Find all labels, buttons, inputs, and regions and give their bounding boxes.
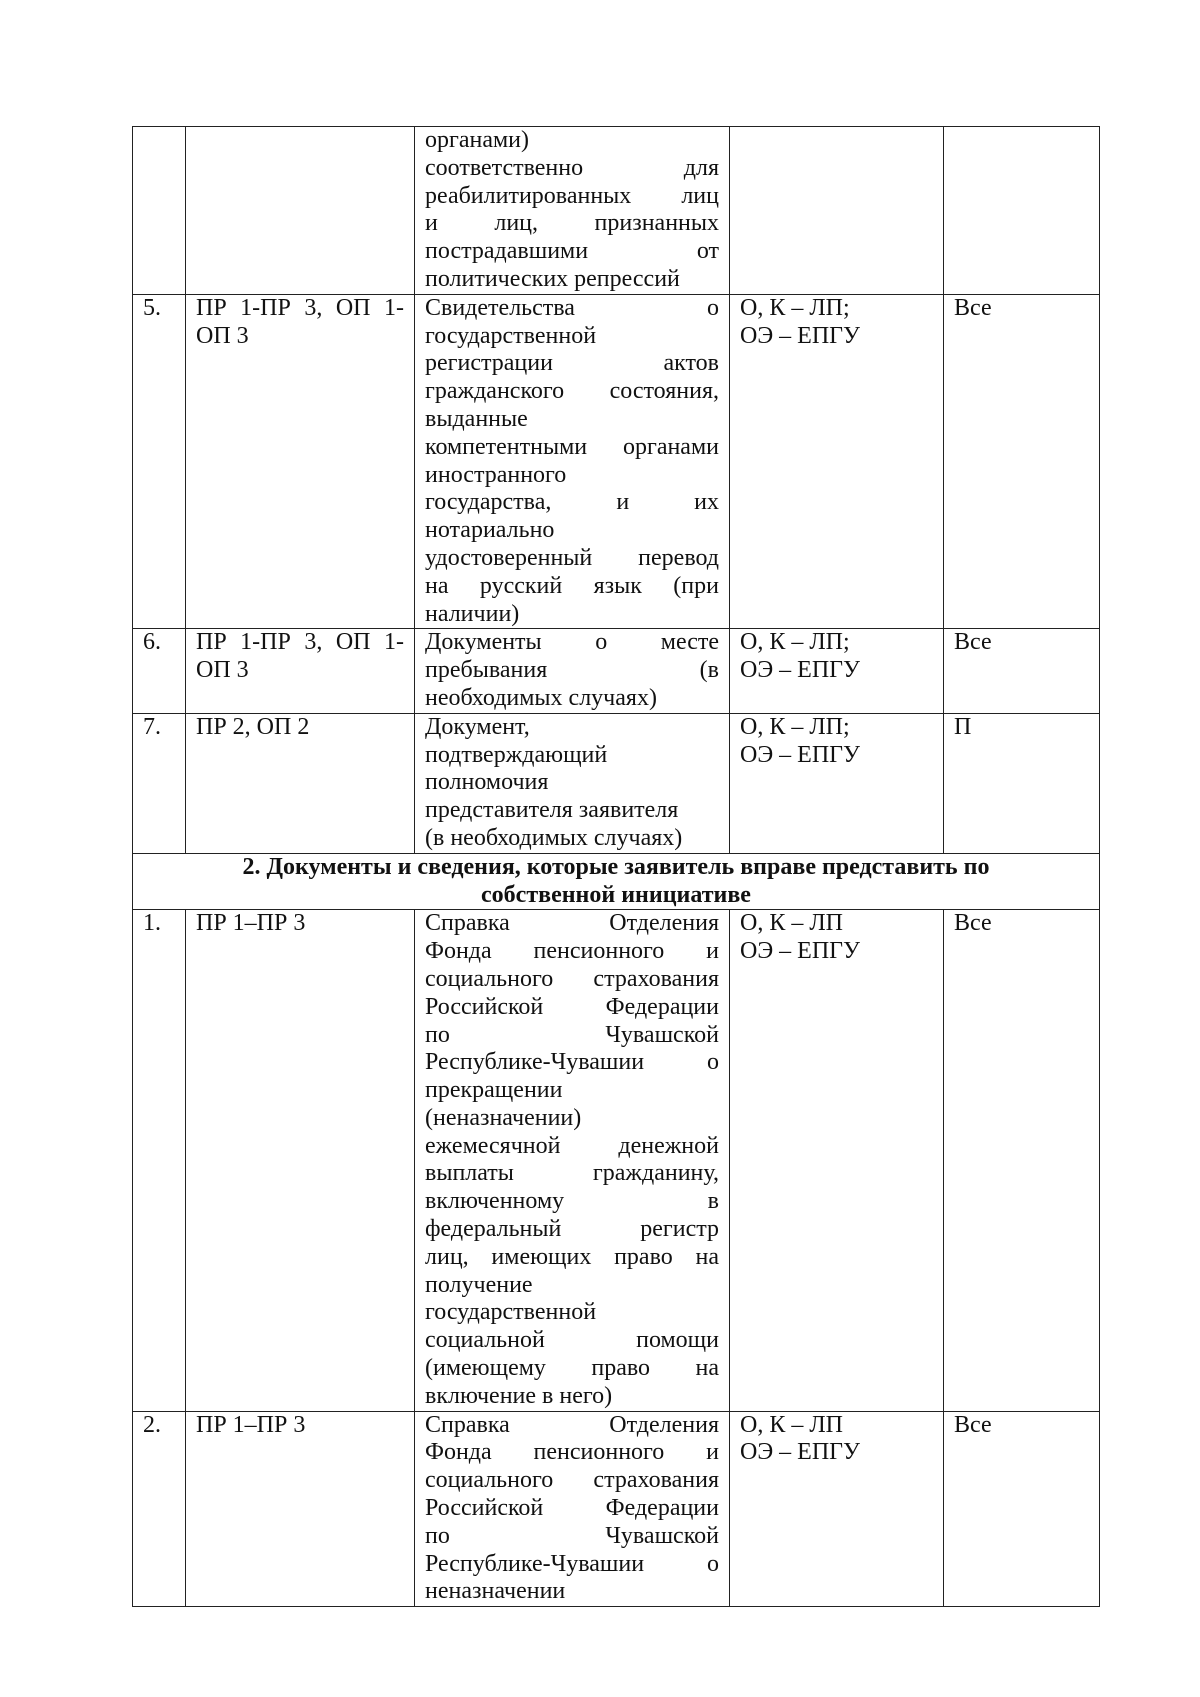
section-heading-line: 2. Документы и сведения, которые заявитель вправе представить по [242,853,990,880]
document-name-line: Свидетельства о [425,294,719,321]
submission-method-line: ОЭ – ЕПГУ [740,938,861,965]
submitter-cell: Все [944,910,1100,1411]
row-number: 6. [133,629,186,713]
table-part-2 [133,910,1100,1607]
document-name-line: Справка Отделения [425,1411,719,1438]
table-part-1 [133,127,1100,854]
document-name-line: компетентными органами [425,433,719,460]
submission-method-line: О, К – ЛП; [740,629,850,656]
document-name-cell [415,713,730,853]
document-name-line: соответственно для [425,154,719,181]
document-name-line: прекращении [425,1077,563,1104]
document-name-line: государственной [425,1299,597,1326]
submission-method-line: ОЭ – ЕПГУ [740,1439,861,1466]
submission-method-line: О, К – ЛП [740,910,843,937]
submission-method-cell [730,629,944,713]
submission-method-cell [730,127,944,295]
row-number: 1. [133,910,186,1411]
document-name-line: Документ, [425,713,530,740]
table-row [133,629,1100,713]
document-name-line: (в необходимых случаях) [425,824,683,851]
document-name-line: выданные [425,405,528,432]
document-name-line: социального страхования [425,1467,719,1494]
document-name-line: (неназначении) [425,1104,582,1131]
submission-method-line: О, К – ЛП [740,1411,843,1438]
applicant-category-cell [186,1411,415,1607]
document-name-line: подтверждающий [425,741,608,768]
document-name-line: Фонда пенсионного и [425,1439,719,1466]
document-name-line: по Чувашской [425,1522,719,1549]
row-number: 7. [133,713,186,853]
document-name-line: регистрации актов [425,350,719,377]
submission-method-line: О, К – ЛП; [740,713,850,740]
document-name-line: политических репрессий [425,265,680,292]
applicant-category-cell [186,910,415,1411]
submission-method-cell [730,910,944,1411]
table-row [133,1411,1100,1607]
submitter-cell: Все [944,629,1100,713]
document-name-cell [415,294,730,629]
document-name-line: реабилитированных лиц [425,182,719,209]
document-name-line: выплаты гражданину, [425,1160,719,1187]
submission-method-line: ОЭ – ЕПГУ [740,322,861,349]
document-name-line: представителя заявителя [425,797,679,824]
submission-method-line: О, К – ЛП; [740,294,850,321]
table-row [133,127,1100,295]
document-name-line: Российской Федерации [425,1495,719,1522]
section-heading [133,853,1100,910]
applicant-category-line: ОП 3 [196,322,249,349]
submission-method-cell [730,1411,944,1607]
document-name-line: лиц, имеющих право на [425,1243,719,1270]
document-name-line: государства, и их [425,489,719,516]
document-name-line: Документы о месте [425,629,719,656]
document-name-line: наличии) [425,600,520,627]
document-name-line: включение в него) [425,1382,613,1409]
document-name-line: и лиц, признанных [425,210,719,237]
document-name-line: ежемесячной денежной [425,1132,719,1159]
submission-method-line: ОЭ – ЕПГУ [740,741,861,768]
submission-method-cell [730,713,944,853]
document-name-line: государственной [425,322,597,349]
document-name-line: включенному в [425,1188,719,1215]
table-row [133,294,1100,629]
section-heading-line: собственной инициативе [481,881,751,908]
document-name-cell [415,1411,730,1607]
document-name-cell [415,127,730,295]
applicant-category-cell [186,127,415,295]
document-name-line: получение [425,1271,533,1298]
submitter-cell: Все [944,294,1100,629]
submitter-cell [944,127,1100,295]
applicant-category-cell [186,294,415,629]
applicant-category-line: ПР 1-ПР 3, ОП 1- [196,294,404,321]
document-name-line: федеральный регистр [425,1216,719,1243]
document-name-line: Республике-Чувашии о [425,1049,719,1076]
document-name-line: Справка Отделения [425,910,719,937]
table-row [133,910,1100,1411]
document-name-line: социальной помощи [425,1327,719,1354]
submission-method-line: ОЭ – ЕПГУ [740,657,861,684]
document-name-line: Республике-Чувашии о [425,1550,719,1577]
row-number [133,127,186,295]
applicant-category-line: ПР 1–ПР 3 [196,1411,306,1438]
document-name-line: пострадавшими от [425,238,719,265]
submitter-cell: Все [944,1411,1100,1607]
row-number: 5. [133,294,186,629]
document-name-line: удостоверенный перевод [425,544,719,571]
applicant-category-line: ПР 2, ОП 2 [196,713,310,740]
document-name-line: гражданского состояния, [425,378,719,405]
submission-method-cell [730,294,944,629]
documents-table [132,126,1100,1607]
document-name-line: (имеющему право на [425,1355,719,1382]
document-name-line: социального страхования [425,965,719,992]
row-number: 2. [133,1411,186,1607]
section-heading-row [133,853,1100,910]
document-name-cell [415,910,730,1411]
document-name-line: Российской Федерации [425,993,719,1020]
document-name-cell [415,629,730,713]
applicant-category-line: ПР 1-ПР 3, ОП 1- [196,629,404,656]
document-name-line: неназначении [425,1578,566,1605]
submitter-cell: П [944,713,1100,853]
document-name-line: иностранного [425,461,567,488]
document-name-line: Фонда пенсионного и [425,938,719,965]
applicant-category-cell [186,713,415,853]
applicant-category-cell [186,629,415,713]
document-name-line: нотариально [425,517,555,544]
document-name-line: пребывания (в [425,657,719,684]
applicant-category-line: ОП 3 [196,657,249,684]
applicant-category-line: ПР 1–ПР 3 [196,910,306,937]
document-name-line: по Чувашской [425,1021,719,1048]
document-name-line: необходимых случаях) [425,684,657,711]
table-row [133,713,1100,853]
document-name-line: полномочия [425,769,549,796]
document-name-line: органами) [425,127,530,153]
table-section-2 [133,853,1100,910]
document-name-line: на русский язык (при [425,572,719,599]
